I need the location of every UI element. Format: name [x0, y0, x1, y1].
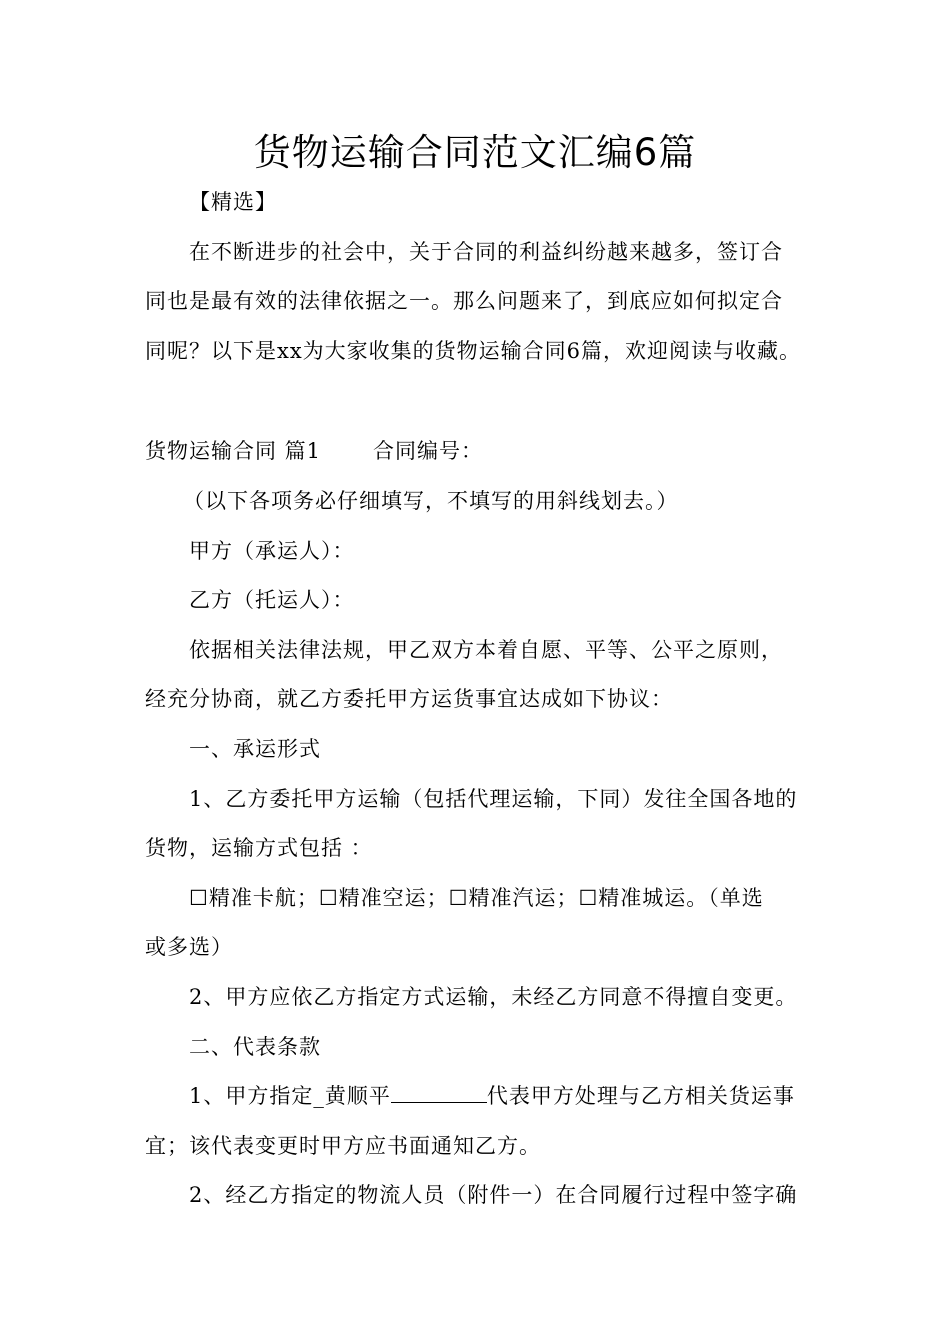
party-a-label: 甲方（承运人）： [189, 539, 355, 563]
section-heading-line [145, 436, 815, 466]
section-1-item-1-line-1: 1、乙方委托甲方运输（包括代理运输，下同）发往全国各地的 [189, 787, 798, 811]
basis-line-1: 依据相关法律法规，甲乙双方本着自愿、平等、公平之原则， [189, 638, 783, 662]
intro-line-2: 同也是最有效的法律依据之一。那么问题来了，到底应如何拟定合 [145, 289, 783, 313]
section-1-item-1-line-2: 货物，运输方式包括 ： [145, 836, 373, 860]
section-2-item-1-line-2: 宜；该代表变更时甲方应书面通知乙方。 [145, 1134, 541, 1158]
basis-line-2: 经充分协商，就乙方委托甲方运货事宜达成如下协议： [145, 687, 673, 711]
section-2-item-2: 2、经乙方指定的物流人员（附件一）在合同履行过程中签字确 [189, 1183, 798, 1207]
section-2-heading: 二、代表条款 [189, 1035, 321, 1059]
section-1-heading: 一、承运形式 [189, 737, 321, 761]
section-1-item-2: 2、甲方应依乙方指定方式运输，未经乙方同意不得擅自变更。 [189, 985, 798, 1009]
section-2-item-1-line-1 [189, 1081, 815, 1111]
representative-suffix: 代表甲方处理与乙方相关货运事 [486, 1084, 795, 1108]
intro-line-3: 同呢？以下是xx为大家收集的货物运输合同6篇，欢迎阅读与收藏。 [145, 339, 802, 363]
section-heading: 货物运输合同 篇1 [145, 439, 322, 463]
party-b-label: 乙方（托运人）： [189, 588, 355, 612]
contract-number-label: 合同编号： [373, 439, 484, 463]
document-title: 货物运输合同范文汇编6篇 [253, 131, 697, 174]
tag-line: 【精选】 [189, 190, 277, 214]
intro-line-1: 在不断进步的社会中，关于合同的利益纠纷越来越多，签订合 [189, 240, 783, 264]
blank-underline [391, 1082, 487, 1103]
transport-options-line-1: ☐精准卡航；☐精准空运；☐精准汽运；☐精准城运。（单选 [189, 886, 764, 910]
transport-options-line-2: 或多选） [145, 935, 233, 959]
fill-note: （以下各项务必仔细填写，不填写的用斜线划去。） [183, 489, 679, 513]
representative-prefix: 1、甲方指定_黄顺平 [189, 1084, 391, 1108]
